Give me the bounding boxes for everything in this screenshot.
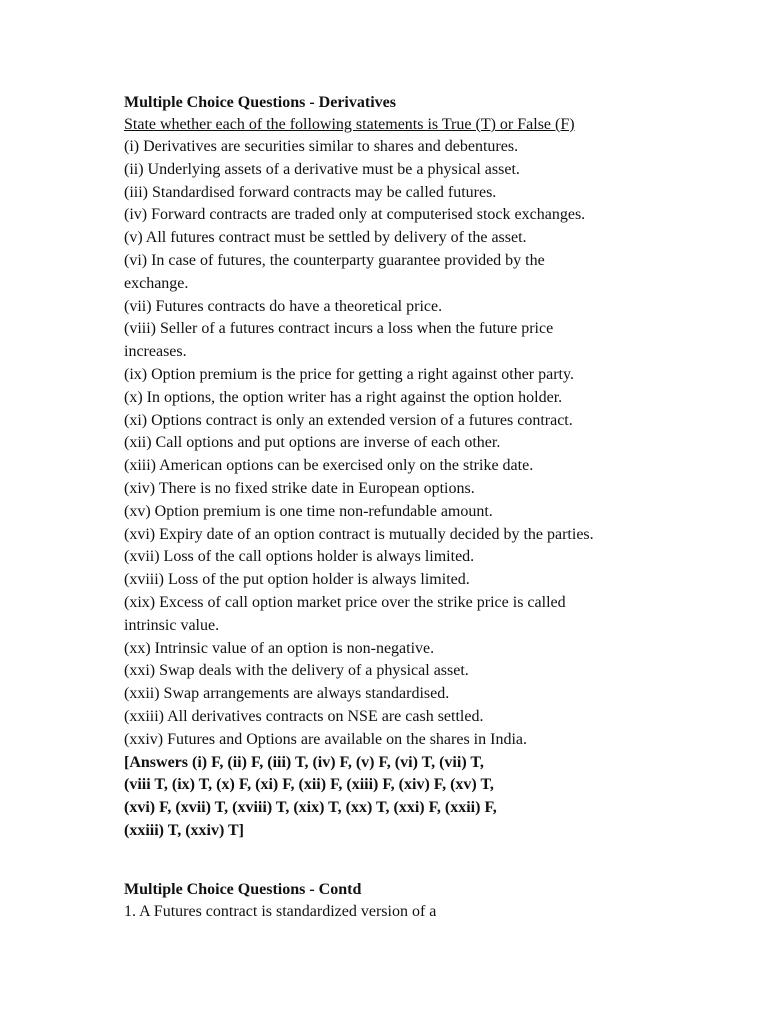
- statement-line: (xx) Intrinsic value of an option is non-negative.: [124, 639, 435, 657]
- statement-line: (ii) Underlying assets of a derivative must be a physical asset.: [124, 160, 520, 178]
- statement-line: (vi) In case of futures, the counterparty guarantee provided by the: [124, 251, 545, 269]
- statement-line: (xii) Call options and put options are inverse of each other.: [124, 434, 501, 452]
- answer-key: [124, 752, 744, 843]
- statement-line: (xvi) Expiry date of an option contract is mutually decided by the parties.: [124, 525, 594, 543]
- statement-line: (xxiii) All derivatives contracts on NSE are cash settled.: [124, 707, 484, 725]
- statement-line: (xiii) American options can be exercised only on the strike date.: [124, 457, 534, 475]
- section-heading-contd: Multiple Choice Questions - Contd: [124, 880, 362, 898]
- statement-line: (iv) Forward contracts are traded only at computerised stock exchanges.: [124, 206, 586, 224]
- answer-line: (xxiii) T, (xxiv) T]: [124, 821, 244, 839]
- statement-line: (xiv) There is no fixed strike date in European options.: [124, 479, 475, 497]
- statement-line: (xxii) Swap arrangements are always standardised.: [124, 685, 450, 703]
- statement-line: (viii) Seller of a futures contract incurs a loss when the future price: [124, 320, 554, 338]
- statement-line: (xxiv) Futures and Options are available on the shares in India.: [124, 730, 527, 748]
- section-spacer: [124, 843, 744, 879]
- statement-line: increases.: [124, 343, 187, 361]
- statement-line: (xxi) Swap deals with the delivery of a physical asset.: [124, 662, 469, 680]
- document-page: [124, 92, 744, 924]
- statement-line: (v) All futures contract must be settled by delivery of the asset.: [124, 229, 527, 247]
- statement-line: intrinsic value.: [124, 616, 220, 634]
- statement-line: exchange.: [124, 274, 189, 292]
- statement-line: (xvii) Loss of the call options holder is always limited.: [124, 548, 475, 566]
- statement-line: (xviii) Loss of the put option holder is always limited.: [124, 571, 470, 589]
- statement-line: (xix) Excess of call option market price over the strike price is called: [124, 593, 566, 611]
- answer-line: [Answers (i) F, (ii) F, (iii) T, (iv) F, (v) F, (vi) T, (vii) T,: [124, 753, 484, 771]
- answer-line: (xvi) F, (xvii) T, (xviii) T, (xix) T, (xx) T, (xxi) F, (xxii) F,: [124, 799, 497, 817]
- statement-line: (x) In options, the option writer has a right against the option holder.: [124, 388, 563, 406]
- section-heading-derivatives: Multiple Choice Questions - Derivatives: [124, 94, 396, 111]
- question-line: 1. A Futures contract is standardized version of a: [124, 902, 437, 920]
- statement-list: [124, 136, 744, 752]
- answer-line: (viii T, (ix) T, (x) F, (xi) F, (xii) F, (xiii) F, (xiv) F, (xv) T,: [124, 776, 494, 794]
- statement-line: (ix) Option premium is the price for getting a right against other party.: [124, 365, 574, 383]
- statement-line: (i) Derivatives are securities similar to shares and debentures.: [124, 138, 519, 155]
- statement-line: (iii) Standardised forward contracts may be called futures.: [124, 183, 497, 201]
- statement-line: (vii) Futures contracts do have a theoretical price.: [124, 297, 443, 315]
- instruction-line: State whether each of the following statements is True (T) or False (F): [124, 116, 575, 133]
- statement-line: (xv) Option premium is one time non-refundable amount.: [124, 502, 493, 520]
- statement-line: (xi) Options contract is only an extended version of a futures contract.: [124, 411, 573, 429]
